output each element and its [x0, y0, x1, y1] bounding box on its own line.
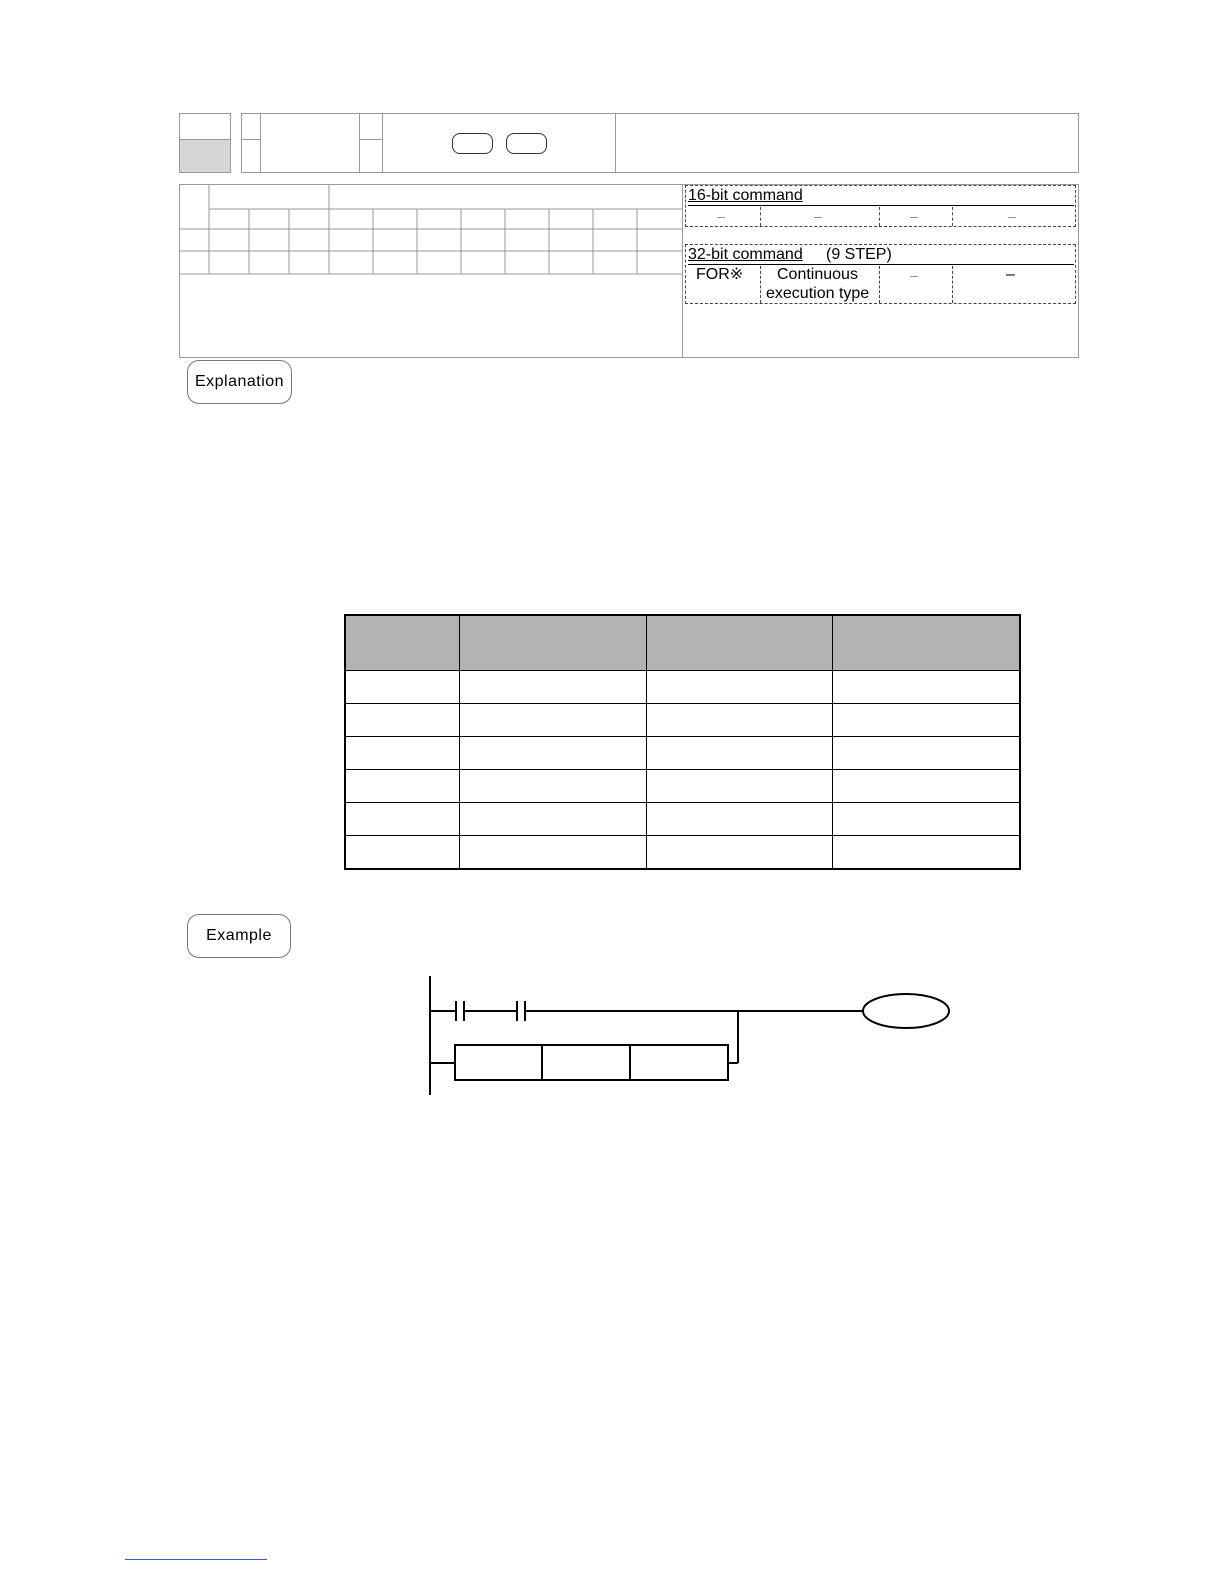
- operand-pill-2: [506, 133, 547, 154]
- footer-link-underline: [125, 1559, 267, 1560]
- table-header-cell: [833, 615, 1020, 671]
- divider: [952, 266, 953, 303]
- divider: [241, 139, 261, 140]
- divider: [260, 113, 261, 173]
- divider: [359, 139, 383, 140]
- device-grid: [179, 184, 683, 276]
- example-section-label: Example: [187, 914, 291, 958]
- ladder-diagram: [420, 970, 960, 1100]
- divider: [952, 207, 953, 226]
- table-row: [345, 803, 1020, 836]
- bit16-cell-4: –: [1008, 208, 1016, 224]
- bit16-cell-1: –: [717, 208, 725, 224]
- mnemonic-header-box: [241, 113, 1079, 173]
- table-row: [345, 770, 1020, 803]
- bit32-cell-3: –: [910, 267, 918, 283]
- divider: [879, 207, 880, 226]
- divider: [615, 113, 616, 173]
- table-header-cell: [646, 615, 833, 671]
- bit16-cell-2: –: [814, 208, 822, 224]
- table-row: [345, 737, 1020, 770]
- bit32-exec-type-line1: Continuous: [777, 266, 858, 283]
- bit32-cell-4: –: [1006, 266, 1015, 283]
- bit32-exec-type-line2: execution type: [766, 285, 870, 302]
- bit32-title-rule: [688, 264, 1074, 265]
- api-number-cell: [179, 113, 231, 139]
- explanation-section-label: Explanation: [187, 360, 292, 404]
- table-header-row: [345, 615, 1020, 671]
- table-header-cell: [459, 615, 646, 671]
- bit16-command-title: 16-bit command: [688, 187, 803, 204]
- instruction-box: [455, 1045, 728, 1080]
- table-header-cell: [345, 615, 459, 671]
- bit16-cell-3: –: [910, 208, 918, 224]
- table-row: [345, 704, 1020, 737]
- bit16-title-rule: [688, 205, 1074, 206]
- output-coil: [863, 994, 949, 1028]
- operand-table: [344, 614, 1021, 870]
- bit32-step-count: (9 STEP): [826, 246, 892, 263]
- divider: [760, 266, 761, 303]
- table-row: [345, 836, 1020, 870]
- bit32-flag-label: FOR※: [696, 266, 744, 283]
- operand-pill-1: [452, 133, 493, 154]
- bit32-command-title: 32-bit command: [688, 246, 803, 263]
- api-number-shaded-cell: [179, 139, 231, 173]
- table-row: [345, 671, 1020, 704]
- divider: [382, 113, 383, 173]
- divider: [359, 113, 360, 173]
- divider: [879, 266, 880, 303]
- divider: [760, 207, 761, 226]
